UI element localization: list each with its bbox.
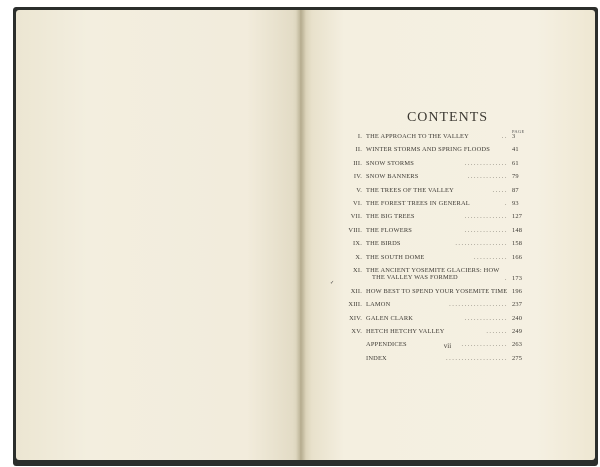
- toc-chapter-number: II.: [355, 146, 362, 154]
- toc-leader-dots: ..............: [464, 213, 508, 221]
- toc-leader-dots: .: [504, 199, 508, 207]
- toc-title-line-1: THE ANCIENT YOSEMITE GLACIERS: HOW: [366, 266, 500, 274]
- pencil-mark: ✓: [330, 281, 335, 286]
- toc-chapter-title: SNOW BANNERS: [366, 173, 419, 181]
- contents-heading: CONTENTS: [406, 110, 489, 125]
- toc-chapter-number: I.: [357, 133, 362, 140]
- toc-entry: [338, 240, 523, 253]
- toc-entry: [338, 213, 523, 226]
- toc-entry: [338, 226, 523, 240]
- toc-page-number: 158: [512, 240, 523, 248]
- toc-leader-dots: ...............: [461, 341, 508, 349]
- toc-chapter-title: THE TREES OF THE VALLEY: [366, 186, 454, 194]
- toc-page-number: 41: [512, 146, 519, 154]
- toc-chapter-title: HOW BEST TO SPEND YOUR YOSEMITE TIME: [366, 287, 508, 295]
- toc-chapter-title: WINTER STORMS AND SPRING FLOODS: [366, 146, 490, 154]
- toc-page-number: 166: [512, 253, 523, 261]
- toc-leader-dots: .....: [492, 186, 508, 194]
- toc-leader-dots: .................: [455, 240, 508, 248]
- toc-leader-dots: ...........: [473, 253, 508, 261]
- page-folio: vii: [443, 342, 452, 350]
- toc-entry: [338, 354, 523, 368]
- toc-chapter-number: V.: [356, 186, 362, 194]
- toc-leader-dots: ..............: [464, 226, 508, 234]
- toc-chapter-number: XI.: [353, 266, 362, 274]
- book-gutter: [296, 10, 306, 460]
- toc-chapter-number: XII.: [350, 287, 362, 295]
- toc-entry: [338, 301, 523, 314]
- toc-leader-dots: ....................: [446, 354, 508, 362]
- page-column-label: PAGE: [512, 129, 525, 134]
- toc-leader-dots: ...................: [449, 301, 508, 309]
- toc-entry: [338, 146, 518, 159]
- toc-chapter-number: IX.: [353, 240, 362, 248]
- toc-chapter-number: IV.: [353, 173, 362, 181]
- toc-entry: [338, 287, 523, 301]
- toc-leader-dots: ..: [501, 133, 508, 140]
- toc-page-number: 79: [512, 173, 519, 181]
- toc-chapter-number: XIV.: [349, 314, 362, 322]
- toc-chapter-number: III.: [353, 159, 362, 167]
- toc-chapter-title: LAMON: [366, 301, 391, 309]
- toc-chapter-number: XIII.: [348, 301, 362, 309]
- toc-chapter-title: [366, 267, 500, 281]
- toc-chapter-title: SNOW STORMS: [366, 159, 414, 167]
- toc-chapter-title: GALEN CLARK: [366, 314, 414, 322]
- toc-chapter-title: THE FLOWERS: [366, 226, 413, 234]
- toc-page-number: 240: [512, 314, 523, 322]
- toc-page-number: 275: [512, 354, 523, 362]
- toc-page-number: 127: [512, 213, 523, 221]
- toc-chapter-number: VII.: [350, 213, 362, 221]
- toc-leader-dots: ..............: [464, 314, 508, 322]
- toc-page-number: 61: [512, 159, 519, 167]
- toc-entry: [338, 160, 518, 173]
- toc-page-number: 263: [512, 341, 523, 349]
- toc-chapter-title: THE APPROACH TO THE VALLEY: [366, 133, 469, 140]
- toc-page-number: 249: [512, 328, 523, 336]
- toc-chapter-title: THE FOREST TREES IN GENERAL: [366, 199, 470, 207]
- toc-page-number: 173: [512, 274, 523, 282]
- left-page-blank: [16, 10, 304, 460]
- toc-leader-dots: .: [504, 274, 508, 282]
- toc-page-number: 237: [512, 301, 523, 309]
- toc-chapter-title: INDEX: [366, 354, 387, 362]
- toc-chapter-number: VI.: [353, 199, 362, 207]
- toc-chapter-number: XV.: [351, 328, 362, 336]
- toc-entry: [338, 200, 518, 213]
- toc-chapter-title: HETCH HETCHY VALLEY: [366, 328, 445, 336]
- toc-chapter-title: THE SOUTH DOME: [366, 253, 425, 261]
- toc-entry: [338, 173, 518, 186]
- toc-page-number: 93: [512, 199, 519, 207]
- toc-leader-dots: .......: [486, 328, 508, 336]
- toc-entry: [338, 133, 518, 146]
- toc-chapter-number: VIII.: [348, 226, 362, 234]
- toc-leader-dots: ..............: [464, 159, 508, 167]
- toc-page-number: 196: [512, 287, 523, 295]
- toc-chapter-title: THE BIG TREES: [366, 213, 415, 221]
- toc-chapter-number: X.: [355, 253, 362, 261]
- toc-list: [338, 133, 523, 368]
- toc-entry: [338, 253, 523, 267]
- toc-entry: [338, 314, 523, 328]
- toc-entry: [338, 187, 518, 200]
- toc-entry: [338, 328, 523, 341]
- toc-entry: [338, 266, 523, 288]
- toc-leader-dots: .............: [467, 173, 508, 181]
- toc-page-number: 87: [512, 186, 519, 194]
- toc-page-number: 148: [512, 226, 523, 234]
- toc-chapter-title: APPENDICES: [366, 341, 407, 349]
- toc-chapter-title: THE BIRDS: [366, 240, 401, 248]
- toc-title-line-2: THE VALLEY WAS FORMED: [372, 273, 458, 281]
- toc-page-number: 3: [512, 133, 516, 140]
